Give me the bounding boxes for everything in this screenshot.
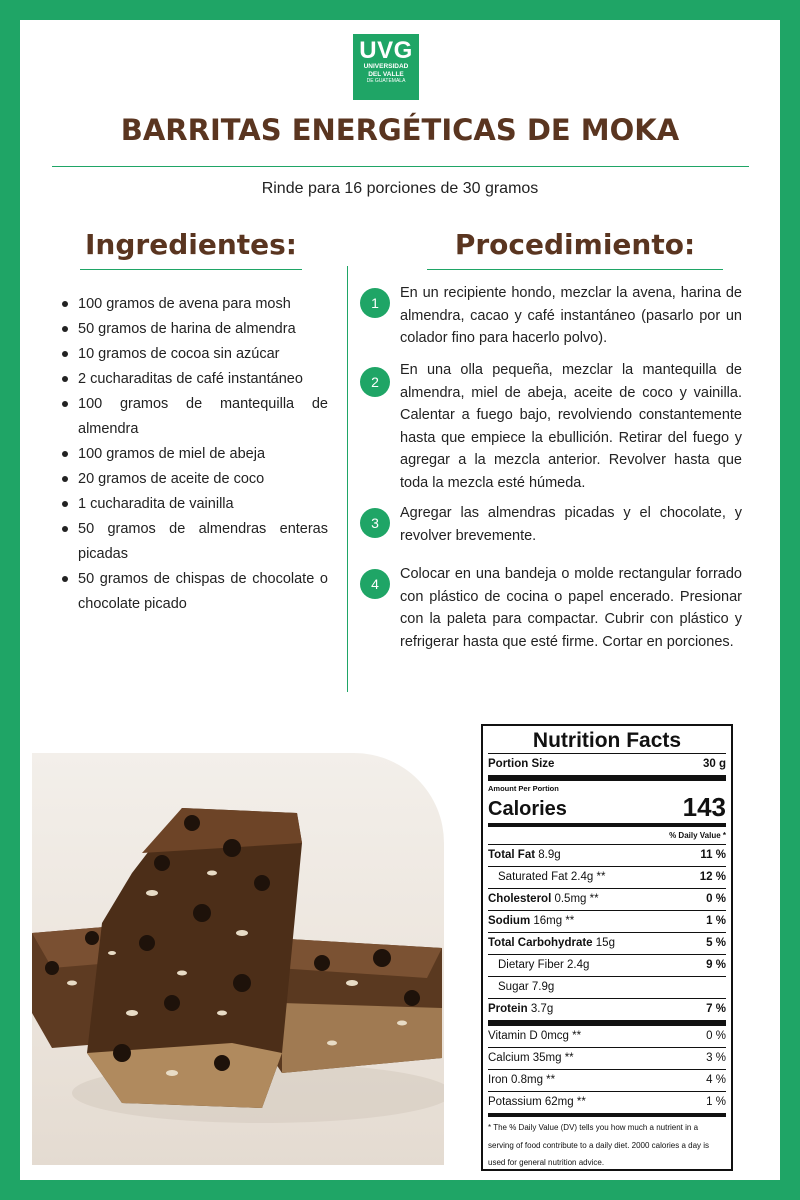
step-number-badge: 4	[360, 569, 390, 599]
calories-value: 143	[682, 792, 726, 822]
nutrient-label: Dietary Fiber	[498, 959, 564, 971]
page-title: BARRITAS ENERGÉTICAS DE MOKA	[120, 113, 680, 147]
nutrition-facts-label	[481, 724, 733, 1171]
portion-label: Portion Size	[488, 758, 555, 770]
ingredient-item: 20 gramos de aceite de coco	[60, 467, 328, 492]
nutrient-amount: 0.5mg **	[554, 893, 599, 905]
nutrient-amount: 8.9g	[538, 849, 561, 861]
nutrient-row	[488, 933, 726, 955]
ingredient-item: 50 gramos de almendras enteras picadas	[60, 517, 328, 567]
vitamin-dv: 3 %	[706, 1052, 726, 1064]
step-number-badge: 2	[360, 367, 390, 397]
nutrient-label: Sodium	[488, 915, 531, 927]
vitamin-label: Calcium 35mg **	[488, 1052, 574, 1064]
ingredients-heading: Ingredientes:	[80, 228, 302, 270]
ingredient-item: 2 cucharaditas de café instantáneo	[60, 367, 328, 392]
uvg-logo	[353, 34, 419, 100]
vitamin-row	[488, 1048, 726, 1070]
ingredient-item: 10 gramos de cocoa sin azúcar	[60, 342, 328, 367]
nutrient-amount: 7.9g	[531, 981, 555, 993]
logo-line-1: UNIVERSIDAD	[363, 63, 409, 70]
nutrient-row	[488, 867, 726, 889]
thick-divider	[488, 1113, 726, 1117]
nutrient-row	[488, 977, 726, 999]
nutrient-dv: 9 %	[706, 959, 726, 971]
vitamin-row	[488, 1070, 726, 1092]
nutrient-amount: 3.7g	[530, 1003, 554, 1015]
step-text: Colocar en una bandeja o molde rectangular forrado con plástico de cocina o papel encerado. Presionar con la paleta para compactar. Cubrir con plástico y refrigerar hasta que esté firme. Cortar en porciones.	[400, 566, 742, 650]
nutrient-label: Total Carbohydrate	[488, 937, 593, 949]
ingredient-item: 100 gramos de avena para mosh	[60, 292, 328, 317]
step-number-badge: 1	[360, 288, 390, 318]
column-divider	[347, 266, 348, 692]
vitamin-label: Vitamin D 0mcg **	[488, 1030, 582, 1042]
logo-line-3: DE GUATEMALA	[366, 78, 406, 84]
ingredient-item: 100 gramos de mantequilla de almendra	[60, 392, 328, 442]
calories-label: Calories	[488, 798, 567, 820]
ingredient-item: 1 cucharadita de vainilla	[60, 492, 328, 517]
nutrient-label: Saturated Fat	[498, 871, 568, 883]
ingredient-item: 50 gramos de harina de almendra	[60, 317, 328, 342]
portion-size-row	[488, 754, 726, 775]
vitamin-label: Potassium 62mg **	[488, 1096, 586, 1108]
logo-mark: UVG	[359, 37, 413, 64]
vitamin-dv: 0 %	[706, 1030, 726, 1042]
nutrient-label: Total Fat	[488, 849, 536, 861]
vitamin-label: Iron 0.8mg **	[488, 1074, 556, 1086]
nutrient-row	[488, 999, 726, 1020]
vitamin-row	[488, 1092, 726, 1113]
nutrient-label: Protein	[488, 1003, 528, 1015]
nutrient-dv: 11 %	[700, 849, 726, 861]
daily-value-footnote: * The % Daily Value (DV) tells you how much a nutrient in a serving of food contribute to a daily diet. 2000 calories a day is used for general nutrition advice.	[488, 1123, 710, 1167]
nutrient-dv: 12 %	[699, 871, 726, 883]
vitamin-row	[488, 1026, 726, 1048]
nutrient-label: Cholesterol	[488, 893, 552, 905]
portion-value: 30 g	[702, 758, 726, 770]
vitamin-dv: 1 %	[706, 1096, 726, 1108]
calories-row	[488, 793, 726, 827]
amount-per-portion: Amount Per Portion	[488, 784, 559, 793]
nutrient-row	[488, 889, 726, 911]
nutrient-row	[488, 955, 726, 977]
step-text: En una olla pequeña, mezclar la mantequilla de almendra, miel de abeja, aceite de coco y vainilla. Calentar a fuego bajo, revolviendo constantemente hasta que empiece la ebullición. Retirar del fuego y agregar a la mezcla anterior. Revolver hasta que toda la mezcla esté húmeda.	[400, 362, 742, 491]
nutrient-dv: 5 %	[706, 937, 726, 949]
nutrient-amount: 2.4g **	[570, 871, 606, 883]
nutrient-dv: 7 %	[706, 1003, 726, 1015]
ingredient-item: 50 gramos de chispas de chocolate o chocolate picado	[60, 567, 328, 617]
vitamin-dv: 4 %	[706, 1074, 726, 1086]
nutrient-amount: 15g	[595, 937, 615, 949]
recipe-sheet	[20, 20, 780, 1180]
nutrient-dv: 0 %	[706, 893, 726, 905]
nutrition-title: Nutrition Facts	[488, 729, 726, 754]
nutrient-amount: 2.4g	[567, 959, 590, 971]
procedure-heading: Procedimiento:	[427, 228, 723, 270]
ingredient-item: 100 gramos de miel de abeja	[60, 442, 328, 467]
step-number-badge: 3	[360, 508, 390, 538]
bars-illustration	[32, 753, 444, 1165]
nutrient-amount: 16mg **	[533, 915, 575, 927]
logo-line-2: DEL VALLE	[368, 70, 404, 78]
daily-value-header: % Daily Value *	[488, 827, 726, 845]
nutrient-label: Sugar	[498, 981, 529, 993]
thick-divider	[488, 775, 726, 781]
nutrient-row	[488, 845, 726, 867]
nutrient-dv: 1 %	[706, 915, 726, 927]
energy-bars-photo	[32, 753, 444, 1165]
nutrient-row	[488, 911, 726, 933]
yield-subtitle: Rinde para 16 porciones de 30 gramos	[261, 180, 539, 197]
step-text: Agregar las almendras picadas y el chocolate, y revolver brevemente.	[400, 505, 742, 544]
ingredients-list	[60, 292, 328, 617]
title-divider	[52, 166, 749, 167]
step-text: En un recipiente hondo, mezclar la avena, harina de almendra, cacao y café instantáneo (pasarlo por un colador fino para hacerlo polvo).	[400, 285, 742, 346]
